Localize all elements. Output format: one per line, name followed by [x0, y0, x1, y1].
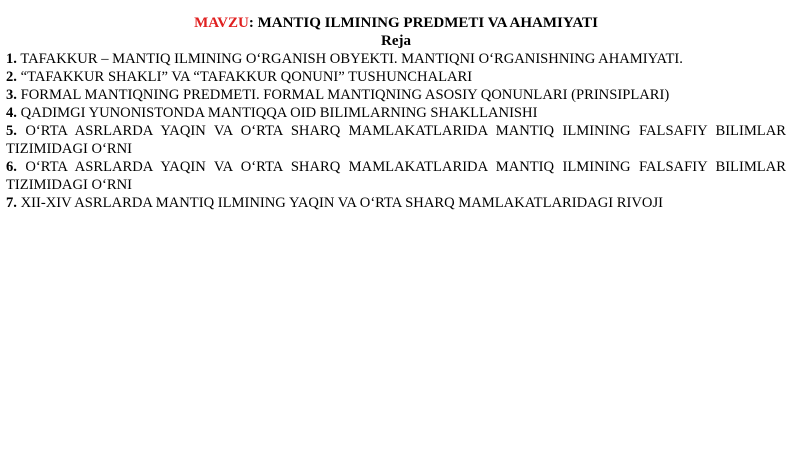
slide-title [6, 14, 786, 32]
plan-item-number: 3. [6, 87, 17, 103]
plan-item-number: 1. [6, 51, 17, 67]
plan-item [6, 122, 786, 158]
plan-item-text: QADIMGI YUNONISTONDA MANTIQQA OID BILIMLARNING SHAKLLANISHI [20, 105, 538, 121]
plan-item-text: “TAFAKKUR SHAKLI” VA “TAFAKKUR QONUNI” TUSHUNCHALARI [20, 69, 473, 85]
plan-item [6, 86, 786, 104]
plan-item [6, 158, 786, 194]
plan-item-number: 2. [6, 69, 17, 85]
title-keyword: MAVZU [194, 15, 249, 31]
plan-item [6, 68, 786, 86]
plan-item [6, 50, 786, 68]
plan-item-text: O‘RTA ASRLARDA YAQIN VA O‘RTA SHARQ MAMLAKATLARIDA MANTIQ ILMINING FALSAFIY BILIMLAR TIZIMIDAGI O‘RNI [6, 123, 786, 157]
plan-item-number: 4. [6, 105, 17, 121]
plan-item [6, 194, 786, 212]
slide-content [6, 14, 786, 212]
plan-item-text: TAFAKKUR – MANTIQ ILMINING O‘RGANISH OBYEKTI. MANTIQNI O‘RGANISHNING AHAMIYATI. [20, 51, 683, 67]
plan-list [6, 50, 786, 212]
plan-item-text: FORMAL MANTIQNING PREDMETI. FORMAL MANTIQNING ASOSIY QONUNLARI (PRINSIPLARI) [20, 87, 670, 103]
plan-item [6, 104, 786, 122]
plan-item-number: 7. [6, 195, 17, 211]
title-text: : MANTIQ ILMINING PREDMETI VA AHAMIYATI [248, 15, 598, 31]
plan-item-number: 6. [6, 159, 17, 175]
plan-heading: Reja [381, 33, 411, 49]
plan-item-number: 5. [6, 123, 17, 139]
plan-item-text: O‘RTA ASRLARDA YAQIN VA O‘RTA SHARQ MAMLAKATLARIDA MANTIQ ILMINING FALSAFIY BILIMLAR TIZIMIDAGI O‘RNI [6, 159, 786, 193]
plan-item-text: XII-XIV ASRLARDA MANTIQ ILMINING YAQIN VA O‘RTA SHARQ MAMLAKATLARIDAGI RIVOJI [20, 195, 663, 211]
